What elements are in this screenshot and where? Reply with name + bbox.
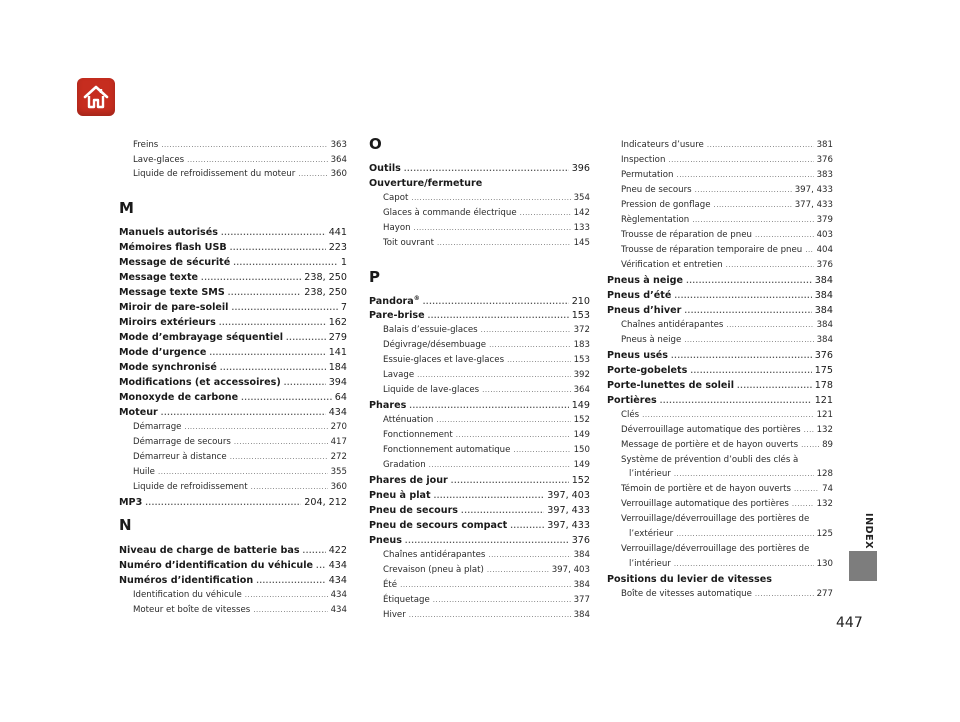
index-entry[interactable]: Porte-gobelets ..... 175: [607, 365, 833, 376]
index-entry[interactable]: Pneus d’hiver ..... 384: [607, 305, 833, 316]
index-entry[interactable]: Manuels autorisés ..... 441: [119, 227, 347, 238]
index-entry[interactable]: Numéro d’identification du véhicule ..... 434: [119, 560, 347, 571]
index-subentry[interactable]: Capot ..... 354: [369, 193, 590, 203]
index-entry[interactable]: Message de sécurité ..... 1: [119, 257, 347, 268]
page-number: 447: [836, 615, 863, 631]
index-entry[interactable]: Lave-glaces ..... 364: [119, 155, 347, 165]
index-subentry[interactable]: Gradation ..... 149: [369, 460, 590, 470]
index-entry[interactable]: Pneu de secours ..... 397, 433: [369, 505, 590, 516]
index-subentry[interactable]: Clés ..... 121: [607, 410, 833, 420]
index-subentry[interactable]: Fonctionnement automatique ..... 150: [369, 445, 590, 455]
index-subentry[interactable]: Essuie-glaces et lave-glaces ..... 153: [369, 355, 590, 365]
index-subentry[interactable]: Démarrage de secours ..... 417: [119, 437, 347, 447]
index-entry[interactable]: Pneus d’été ..... 384: [607, 290, 833, 301]
index-subentry[interactable]: l’intérieur ..... 128: [607, 469, 833, 479]
index-subentry[interactable]: Dégivrage/désembuage ..... 183: [369, 340, 590, 350]
index-subentry[interactable]: l’intérieur ..... 130: [607, 559, 833, 569]
index-entry[interactable]: Message texte ..... 238, 250: [119, 272, 347, 283]
index-entry[interactable]: Mode d’urgence ..... 141: [119, 347, 347, 358]
index-subentry[interactable]: Pneu de secours ..... 397, 433: [607, 185, 833, 195]
index-subentry[interactable]: Pression de gonflage ..... 377, 433: [607, 200, 833, 210]
index-subentry[interactable]: Lavage ..... 392: [369, 370, 590, 380]
index-subentry-line[interactable]: Verrouillage/déverrouillage des portières de: [621, 514, 810, 524]
index-subentry[interactable]: Liquide de lave-glaces ..... 364: [369, 385, 590, 395]
index-entry[interactable]: Niveau de charge de batterie bas ..... 422: [119, 545, 347, 556]
index-subentry[interactable]: Indicateurs d’usure ..... 381: [607, 140, 833, 150]
index-entry[interactable]: Miroir de pare-soleil ..... 7: [119, 302, 347, 313]
section-letter-m: M: [119, 199, 134, 217]
index-entry[interactable]: Pneu à plat ..... 397, 403: [369, 490, 590, 501]
index-side-tab[interactable]: [849, 551, 877, 581]
index-entry[interactable]: Freins ..... 363: [119, 140, 347, 150]
index-subentry[interactable]: l’extérieur ..... 125: [607, 529, 833, 539]
index-subentry[interactable]: Inspection ..... 376: [607, 155, 833, 165]
home-button[interactable]: [77, 78, 115, 116]
index-entry[interactable]: Outils ..... 396: [369, 163, 590, 174]
index-entry[interactable]: Pare-brise ..... 153: [369, 310, 590, 321]
index-entry[interactable]: Pneus usés ..... 376: [607, 350, 833, 361]
index-entry[interactable]: Porte-lunettes de soleil ..... 178: [607, 380, 833, 391]
index-entry[interactable]: Modifications (et accessoires) ..... 394: [119, 377, 347, 388]
index-entry[interactable]: Numéros d’identification ..... 434: [119, 575, 347, 586]
index-entry[interactable]: Miroirs extérieurs ..... 162: [119, 317, 347, 328]
index-subentry[interactable]: Verrouillage automatique des portières ..... 132: [607, 499, 833, 509]
index-entry[interactable]: Phares de jour ..... 152: [369, 475, 590, 486]
index-entry[interactable]: Portières ..... 121: [607, 395, 833, 406]
index-entry[interactable]: MP3 ..... 204, 212: [119, 497, 347, 508]
index-entry[interactable]: Pneus ..... 376: [369, 535, 590, 546]
index-entry[interactable]: Mode synchronisé ..... 184: [119, 362, 347, 373]
index-entry[interactable]: Message texte SMS ..... 238, 250: [119, 287, 347, 298]
index-entry[interactable]: Mémoires flash USB ..... 223: [119, 242, 347, 253]
index-subentry[interactable]: Chaînes antidérapantes ..... 384: [607, 320, 833, 330]
index-entry[interactable]: Pandora® ..... 210: [369, 295, 590, 307]
index-subentry[interactable]: Démarreur à distance ..... 272: [119, 452, 347, 462]
index-subentry[interactable]: Toit ouvrant ..... 145: [369, 238, 590, 248]
index-subentry[interactable]: Crevaison (pneu à plat) ..... 397, 403: [369, 565, 590, 575]
index-subentry[interactable]: Été ..... 384: [369, 580, 590, 590]
index-subentry[interactable]: Moteur et boîte de vitesses ..... 434: [119, 605, 347, 615]
section-letter-p: P: [369, 268, 380, 286]
index-subentry[interactable]: Étiquetage ..... 377: [369, 595, 590, 605]
index-subentry[interactable]: Atténuation ..... 152: [369, 415, 590, 425]
index-side-label: INDEX: [863, 513, 874, 550]
section-letter-n: N: [119, 516, 132, 534]
index-subentry[interactable]: Témoin de portière et de hayon ouverts ..... 74: [607, 484, 833, 494]
index-subentry-line[interactable]: Système de prévention d’oubli des clés à: [621, 455, 799, 465]
index-subentry[interactable]: Fonctionnement ..... 149: [369, 430, 590, 440]
home-icon: [82, 84, 110, 110]
index-subentry[interactable]: Démarrage ..... 270: [119, 422, 347, 432]
index-subentry[interactable]: Message de portière et de hayon ouverts ..... 89: [607, 440, 833, 450]
index-subentry[interactable]: Déverrouillage automatique des portières ..... 132: [607, 425, 833, 435]
index-subentry[interactable]: Permutation ..... 383: [607, 170, 833, 180]
index-subentry[interactable]: Vérification et entretien ..... 376: [607, 260, 833, 270]
index-entry[interactable]: Moteur ..... 434: [119, 407, 347, 418]
index-entry-heading[interactable]: Ouverture/fermeture: [369, 178, 483, 189]
index-subentry[interactable]: Balais d’essuie-glaces ..... 372: [369, 325, 590, 335]
index-entry[interactable]: Liquide de refroidissement du moteur ..... 360: [119, 169, 347, 179]
index-entry[interactable]: Pneu de secours compact ..... 397, 433: [369, 520, 590, 531]
index-entry[interactable]: Monoxyde de carbone ..... 64: [119, 392, 347, 403]
index-subentry[interactable]: Hiver ..... 384: [369, 610, 590, 620]
index-subentry[interactable]: Glaces à commande électrique ..... 142: [369, 208, 590, 218]
index-subentry[interactable]: Chaînes antidérapantes ..... 384: [369, 550, 590, 560]
index-entry[interactable]: Mode d’embrayage séquentiel ..... 279: [119, 332, 347, 343]
index-subentry-line[interactable]: Verrouillage/déverrouillage des portières de: [621, 544, 810, 554]
index-subentry[interactable]: Liquide de refroidissement ..... 360: [119, 482, 347, 492]
index-subentry[interactable]: Règlementation ..... 379: [607, 215, 833, 225]
index-subentry[interactable]: Trousse de réparation temporaire de pneu ..... 404: [607, 245, 833, 255]
section-letter-o: O: [369, 135, 382, 153]
index-subentry[interactable]: Boîte de vitesses automatique ..... 277: [607, 589, 833, 599]
index-subentry[interactable]: Trousse de réparation de pneu ..... 403: [607, 230, 833, 240]
index-subentry[interactable]: Huile ..... 355: [119, 467, 347, 477]
index-subentry[interactable]: Identification du véhicule ..... 434: [119, 590, 347, 600]
entry-label: Pandora: [369, 296, 414, 308]
index-subentry[interactable]: Hayon ..... 133: [369, 223, 590, 233]
index-entry[interactable]: Phares ..... 149: [369, 400, 590, 411]
registered-mark: ®: [413, 295, 420, 302]
index-subentry[interactable]: Pneus à neige ..... 384: [607, 335, 833, 345]
index-entry-heading[interactable]: Positions du levier de vitesses: [607, 574, 772, 585]
index-entry[interactable]: Pneus à neige ..... 384: [607, 275, 833, 286]
